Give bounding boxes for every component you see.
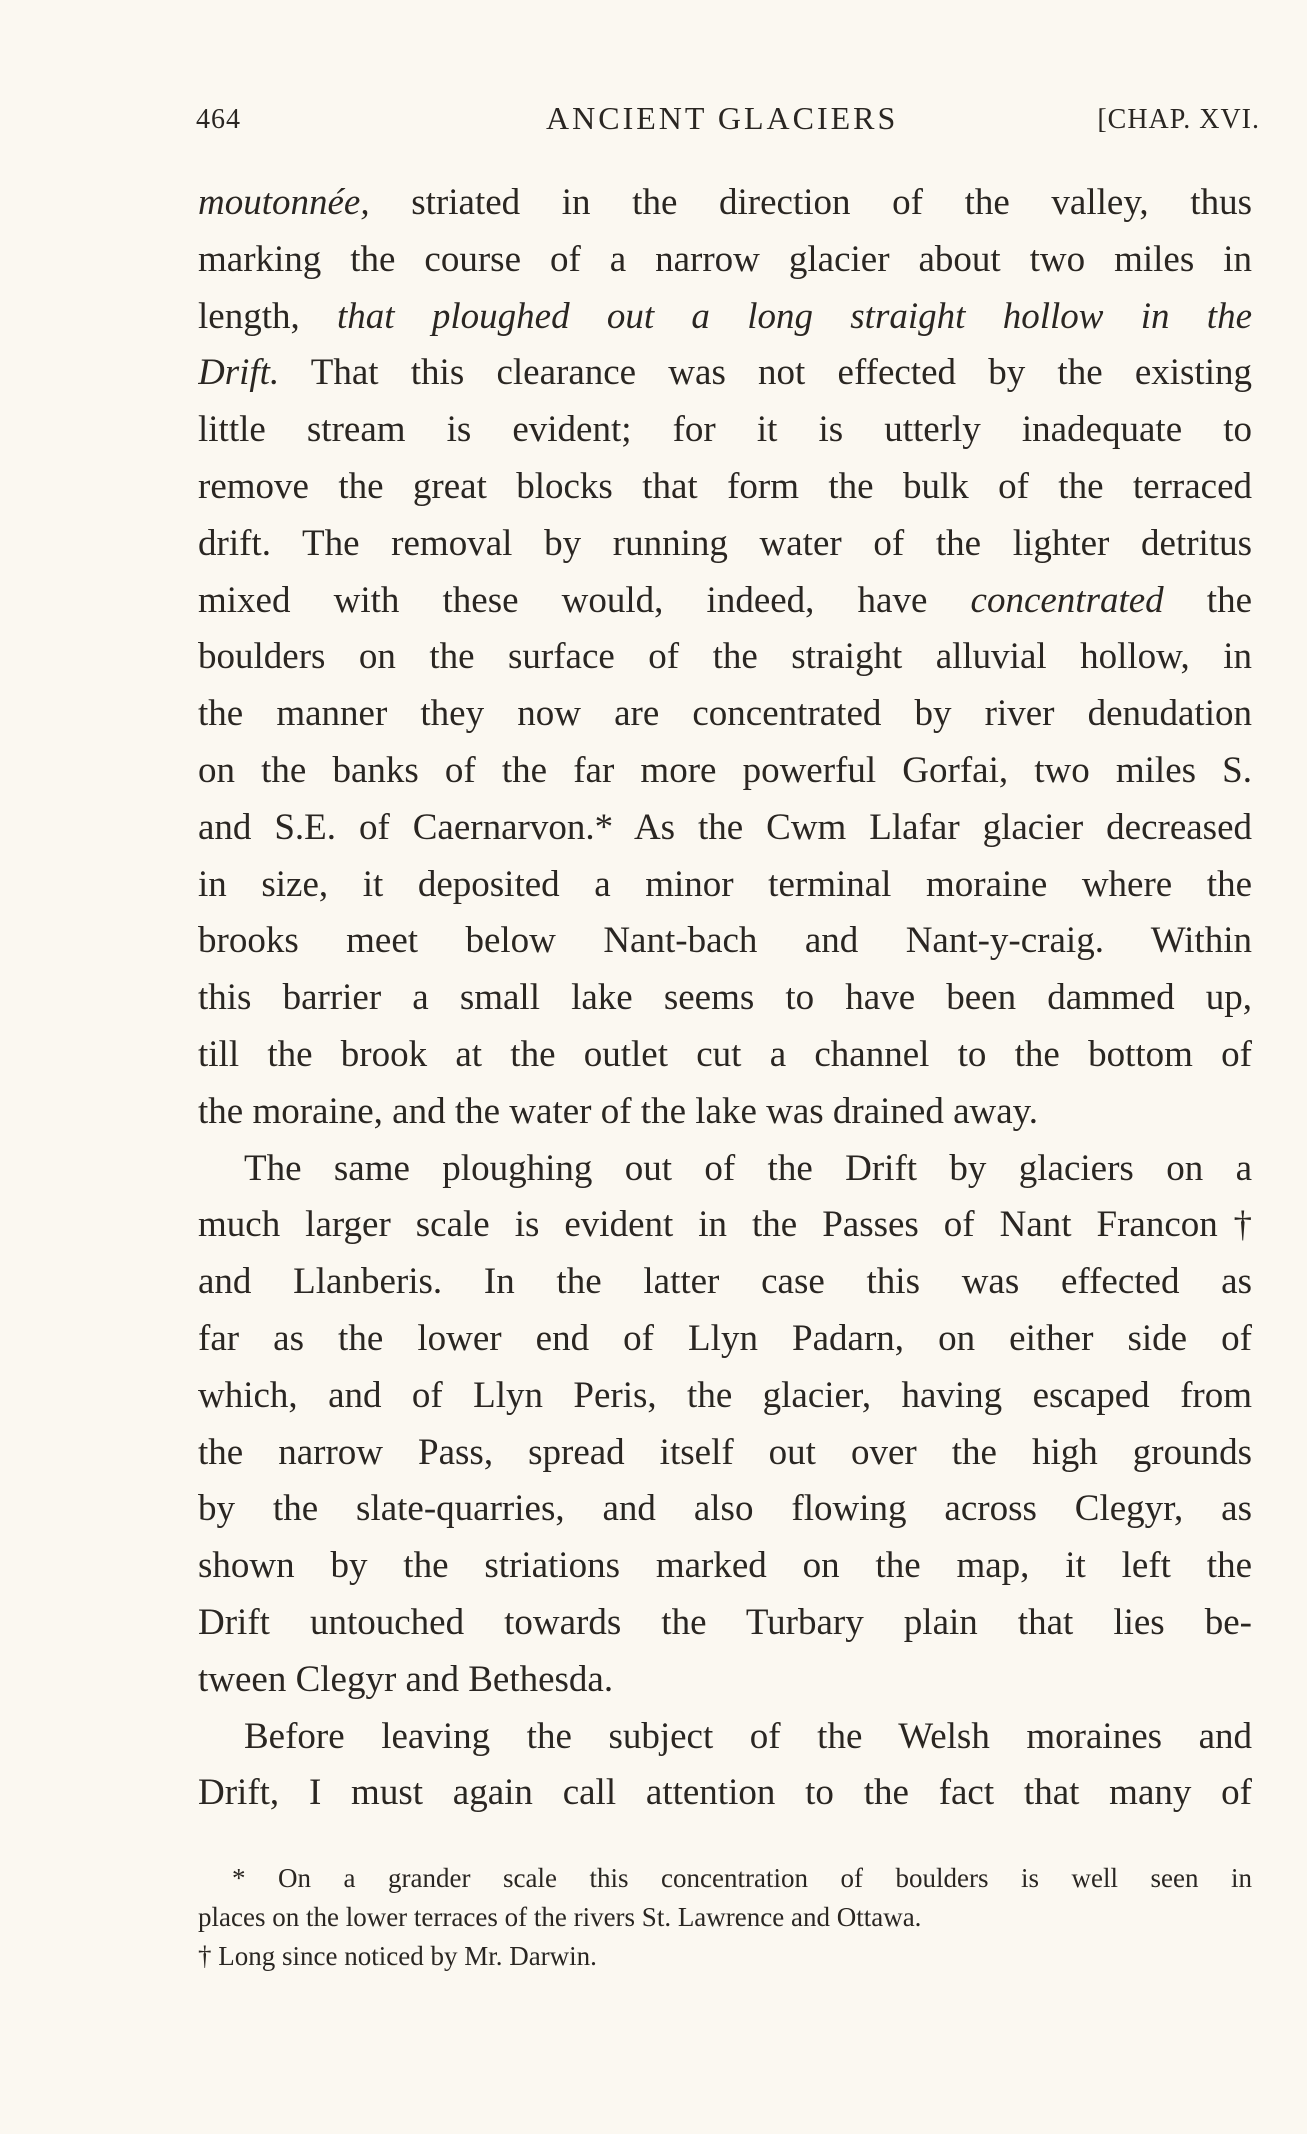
- text-line: Before leaving the subject of the Welsh moraines and: [244, 1715, 1252, 1757]
- text-line: boulders on the surface of the straight alluvial hollow, in: [198, 636, 1252, 678]
- text-line: and S.E. of Caernarvon.* As the Cwm Llafar glacier decreased: [198, 806, 1252, 848]
- text-line: which, and of Llyn Peris, the glacier, having escaped from: [198, 1374, 1252, 1416]
- body-text: [198, 175, 1252, 1822]
- text-line: much larger scale is evident in the Passes of Nant Francon†: [198, 1204, 1252, 1246]
- footnotes: [198, 1859, 1252, 1976]
- text-line: The same ploughing out of the Drift by glaciers on a: [244, 1147, 1252, 1189]
- text-line: mixed with these would, indeed, have concentrated the: [198, 579, 1252, 621]
- text-line: marking the course of a narrow glacier about two miles in: [198, 238, 1252, 280]
- text-line: the moraine, and the water of the lake was drained away.: [198, 1090, 1039, 1132]
- text-line: the narrow Pass, spread itself out over the high grounds: [198, 1431, 1252, 1473]
- text-line: moutonnée, striated in the direction of the valley, thus: [198, 182, 1252, 223]
- text-line: Drift, I must again call attention to the fact that many of: [198, 1772, 1252, 1814]
- text-line: this barrier a small lake seems to have been dammed up,: [198, 977, 1252, 1019]
- text-line: till the brook at the outlet cut a channel to the bottom of: [198, 1033, 1252, 1075]
- footnote: * On a grander scale this concentration of boulders is well seen in: [232, 1863, 1252, 1893]
- text-line: little stream is evident; for it is utterly inadequate to: [198, 409, 1252, 451]
- text-line: brooks meet below Nant-bach and Nant-y-craig. Within: [198, 920, 1252, 962]
- text-line: far as the lower end of Llyn Padarn, on either side of: [198, 1317, 1252, 1359]
- chapter-label: [CHAP. XVI.: [1097, 104, 1260, 135]
- text-line: tween Clegyr and Bethesda.: [198, 1658, 614, 1700]
- text-line: shown by the striations marked on the map, it left the: [198, 1545, 1252, 1587]
- text-line: Drift. That this clearance was not effected by the existing: [198, 352, 1252, 394]
- text-line: the manner they now are concentrated by river denudation: [198, 693, 1252, 735]
- text-line: and Llanberis. In the latter case this was effected as: [198, 1261, 1252, 1303]
- page-number: 464: [196, 104, 241, 135]
- text-line: on the banks of the far more powerful Gorfai, two miles S.: [198, 749, 1252, 791]
- text-line: by the slate-quarries, and also flowing across Clegyr, as: [198, 1488, 1252, 1530]
- text-line: in size, it deposited a minor terminal moraine where the: [198, 863, 1252, 905]
- text-line: drift. The removal by running water of the lighter detritus: [198, 522, 1252, 564]
- text-line: length, that ploughed out a long straight hollow in the: [198, 295, 1252, 337]
- footnote: † Long since noticed by Mr. Darwin.: [198, 1941, 597, 1971]
- page-header: [196, 100, 1260, 144]
- text-line: remove the great blocks that form the bulk of the terraced: [198, 465, 1252, 507]
- running-title: ANCIENT GLACIERS: [546, 100, 899, 136]
- footnote: places on the lower terraces of the rivers St. Lawrence and Ottawa.: [198, 1902, 922, 1932]
- text-line: Drift untouched towards the Turbary plain that lies be-: [198, 1601, 1252, 1643]
